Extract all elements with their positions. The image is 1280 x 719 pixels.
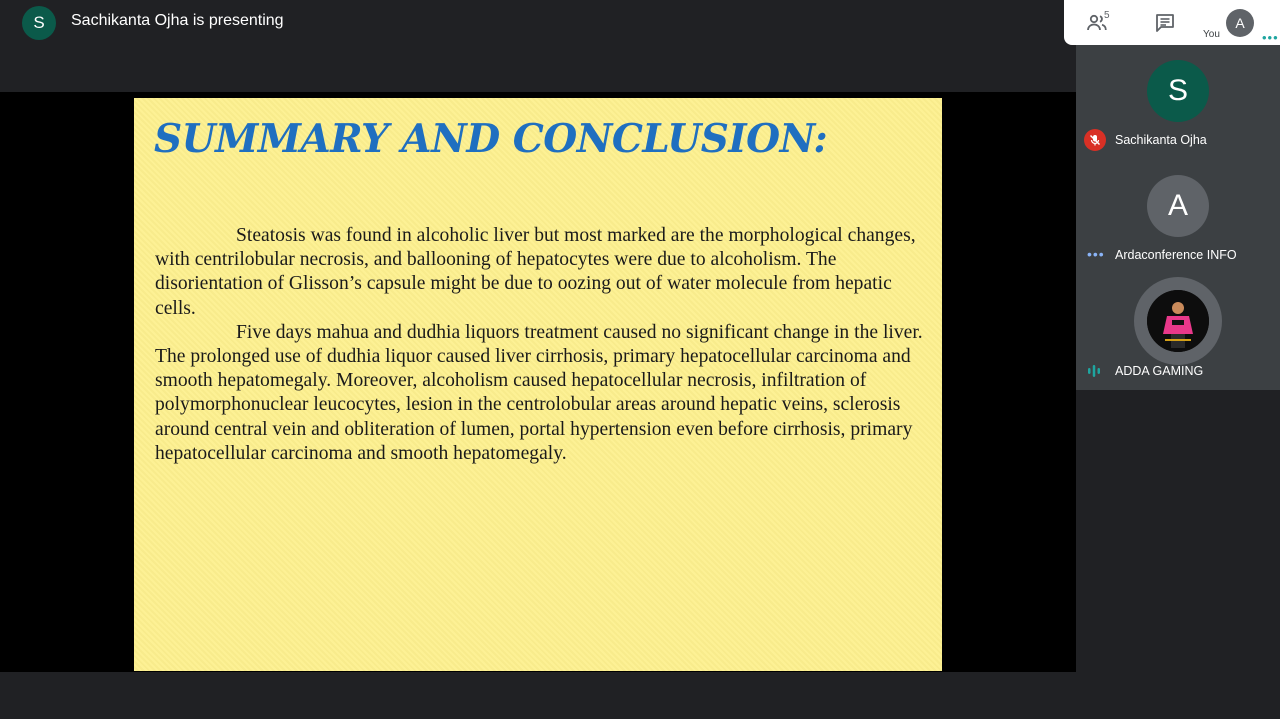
bottom-bar [0,672,1076,719]
slide-title: SUMMARY AND CONCLUSION: [154,116,828,162]
participant-count: 5 [1104,10,1110,21]
presenter-avatar: S [22,6,56,40]
participant-name: Sachikanta Ojha [1115,133,1207,147]
speaking-icon [1087,364,1101,378]
self-avatar[interactable]: A [1226,9,1254,37]
participant-avatar: A [1147,175,1209,237]
chat-button[interactable] [1150,8,1180,38]
mic-off-icon [1084,129,1106,151]
slide [134,98,942,671]
more-dots-icon: ••• [1087,246,1105,262]
presentation-stage [0,92,1076,672]
presenting-status: Sachikanta Ojha is presenting [71,12,284,29]
slide-paragraph: Five days mahua and dudhia liquors treatment caused no significant change in the liver. The prolonged use of dudhia liquor caused liver cirrhosis, primary hepatocellular carcinoma and smooth hepatomegaly. Moreover, alcoholism caused hepatocellular necrosis, infiltration of polymorphonuclear leucocytes, lesion in the centrolobular areas around hepatic veins, sclerosis around central vein and obliteration of lumen, portal hypertension even before cirrhosis, primary hepatocellular carcinoma and smooth hepatomegaly. [155,321,923,464]
more-icon[interactable]: ••• [1262,30,1279,45]
chat-icon [1155,13,1175,33]
participant-avatar-image [1147,290,1209,352]
self-label: You [1203,29,1220,40]
slide-body [155,224,925,466]
slide-paragraph: Steatosis was found in alcoholic liver but most marked are the morphological changes, with centrilobular necrosis, and ballooning of hepatocytes were due to alcoholism. The disorientation of Glisson’s capsule might be due to oozing out of water molecule from hepatic cells. [155,225,916,319]
participant-name: ADDA GAMING [1115,364,1204,378]
participant-avatar: S [1147,60,1209,122]
participant-name: Ardaconference INFO [1115,248,1237,262]
